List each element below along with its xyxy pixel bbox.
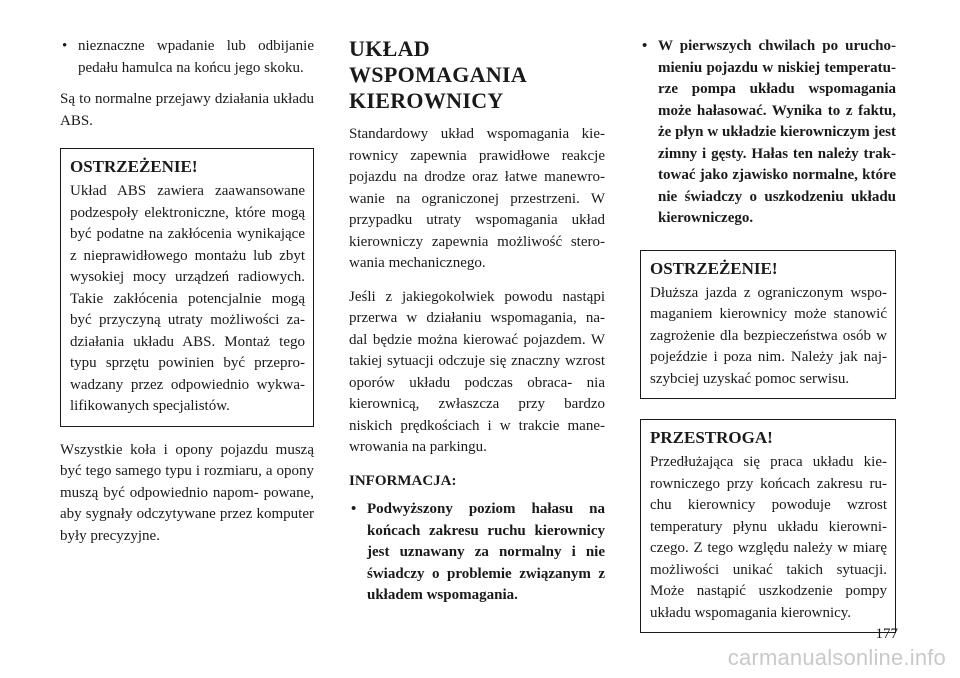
column-left [60,36,314,547]
warning-text: Dłuższa jazda z ograniczonym wspo- maganiem kierownicy może stanowić zagrożenie dla bezpieczeństwa osób w pojeździe i poza nim. Należy jak naj- szybciej uzyskać pomoc serwisu. [650,284,887,387]
column-right [640,36,896,633]
cold-start-bullet-list [640,36,896,230]
info-bullet-list [349,499,605,607]
tires-paragraph: Wszystkie koła i opony pojazdu muszą być tego samego typu i rozmiaru, a opony muszą być odpowiednio napom- powane, aby sygnały odczytywane przez komputer były precyzyjne. [60,441,314,544]
abs-warning-box [60,148,314,427]
list-item: • nieznaczne wpadanie lub odbijanie pedału hamulca na końcu jego skoku. [60,36,314,79]
warning-title: OSTRZEŻENIE! [650,258,778,278]
page-number: 177 [875,626,898,642]
list-item: • W pierwszych chwilach po urucho- mieniu pojazdu w niskiej temperatu- rze pompa układu wspomagania może hałasować. Wynika to z faktu, że płyn w układzie kierowniczym jest zimny i gęsty. Hałas ten należy trak- tować jako zjawisko normalne, które nie świadczy o uszkodzeniu układu kierowniczego. [640,36,896,230]
steering-warning-box [640,250,896,400]
warning-text: Układ ABS zawiera zaawansowane podzespoły elektroniczne, które mogą być podatne na zakłócenia wynikające z nieprawidłowego montażu lub zbyt wysokiej mocy urządzeń radiowych. Takie zakłócenia potencjalnie mogą być przyczyną utraty możliwości za- działania układu ABS. Montaż tego typu sprzętu powinien być przepro- wadzany przez odpowiednio wykwa- lifikowanych specjalistów. [70,183,305,414]
warning-title: OSTRZEŻENIE! [70,157,198,176]
abs-normal-paragraph: Są to normalne przejawy działania układu ABS. [60,91,314,129]
abs-bullet-list [60,36,314,79]
info-heading: INFORMACJA: [349,472,457,489]
steering-caution-box [640,419,896,633]
caution-title: PRZESTROGA! [650,428,773,447]
list-item: • Podwyższony poziom hałasu na końcach zakresu ruchu kierownicy jest uznawany za normalny i nie świadczy o problemie związanym z układem wspomagania. [349,499,605,607]
power-steering-failure: Jeśli z jakiegokolwiek powodu nastąpi przerwa w działaniu wspomagania, na- dal będzie można kierować pojazdem. W takiej sytuacji odczuje się znaczny wzrost oporów układu podczas obraca- nia kierownicą, zwłaszcza przy bardzo niskich prędkościach i w trakcie mane- wrowania na parkingu. [349,288,605,455]
caution-text: Przedłużająca się praca układu kie- rowniczego przy końcach zakresu ru- chu kierownicy powoduje wzrost temperatury płynu układu kierowni- czego. Z tego względu należy w miarę możliwości unikać takich sytuacji. Może nastąpić uszkodzenie pompy układu wspomagania kierownicy. [650,454,887,621]
section-title: UKŁAD WSPOMAGANIA KIEROWNICY [349,36,528,113]
watermark: carmanualsonline.info [727,645,946,670]
column-middle [349,36,605,607]
power-steering-intro: Standardowy układ wspomagania kie- rownicy zapewnia prawidłowe reakcje pojazdu na drodze oraz łatwe manewro- wanie na ograniczonej przestrzeni. W przypadku utraty wspomagania układ kierowniczy zapewnia możliwość stero- wania mechanicznego. [349,126,605,271]
